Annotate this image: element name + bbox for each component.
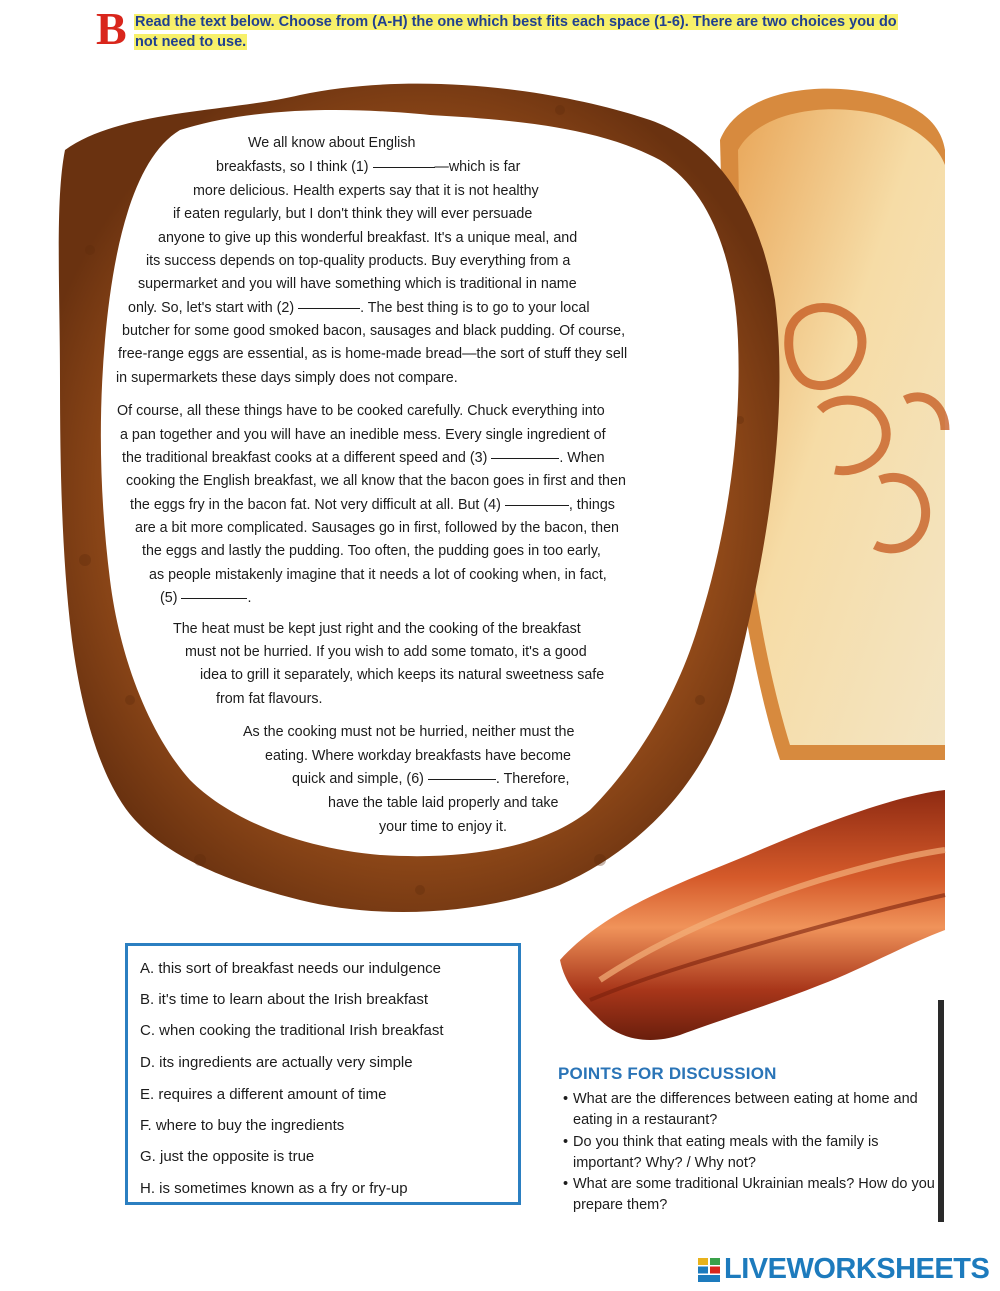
text-line: a pan together and you will have an inedible mess. Every single ingredient of [120,427,606,443]
text-line: butcher for some good smoked bacon, sausages and black pudding. Of course, [122,323,626,339]
text-segment: only. So, let's start with (2) [128,300,295,316]
text-line: supermarket and you will have something which is traditional in name [138,276,577,292]
gap-2-blank[interactable] [298,307,360,309]
text-line: if eaten regularly, but I don't think they will ever persuade [173,206,533,222]
gap-1-blank[interactable] [373,166,435,168]
text-line: anyone to give up this wonderful breakfast. It's a unique meal, and [158,230,578,246]
option-h: H. is sometimes known as a fry or fry-up [140,1180,408,1197]
liveworksheets-icon [698,1258,720,1282]
text-segment: , things [568,497,615,513]
text-line: must not be hurried. If you wish to add some tomato, it's a good [185,644,587,660]
gap-4-blank[interactable] [505,504,569,506]
section-letter: B [96,3,127,54]
bullet: • [563,1176,569,1192]
discussion-text: What are the differences between eating at home and eating in a restaurant? [573,1091,918,1128]
text-line: the eggs and lastly the pudding. Too often, the pudding goes in too early, [142,543,601,559]
gap-3-blank[interactable] [491,457,559,459]
discussion-title: POINTS FOR DISCUSSION [558,1064,777,1083]
instruction-line-1: Read the text below. Choose from (A-H) the one which best fits each space (1-6). There are two choices you do [135,14,897,30]
text-segment: . The best thing is to go to your local [360,300,590,316]
option-d: D. its ingredients are actually very simple [140,1054,413,1071]
text-segment: (5) [160,590,178,606]
text-line: more delicious. Health experts say that it is not healthy [193,183,539,199]
discussion-item [563,1132,943,1176]
text-segment: . When [559,450,605,466]
text-line: We all know about English [248,135,416,151]
text-line: idea to grill it separately, which keeps its natural sweetness safe [200,667,605,683]
text-line [216,156,520,179]
option-c: C. when cooking the traditional Irish breakfast [140,1022,444,1039]
gap-6-blank[interactable] [428,778,496,780]
text-line: As the cooking must not be hurried, neither must the [243,724,575,740]
text-segment: —which is far [434,159,521,175]
option-e: E. requires a different amount of time [140,1086,387,1103]
discussion-text: Do you think that eating meals with the family is important? Why? / Why not? [573,1134,879,1171]
text-segment: . [247,590,252,606]
task-instruction [134,12,944,52]
brand-name: LIVEWORKSHEETS [724,1253,990,1285]
text-segment: the traditional breakfast cooks at a different speed and (3) [122,450,488,466]
text-line [160,587,251,610]
discussion-item [563,1089,943,1133]
text-line: Of course, all these things have to be cooked carefully. Chuck everything into [117,403,605,419]
option-g: G. just the opposite is true [140,1148,315,1165]
option-f: F. where to buy the ingredients [140,1117,345,1134]
page-edge [938,1000,944,1222]
gap-5-blank[interactable] [181,597,247,599]
text-line: in supermarkets these days simply does not compare. [116,370,458,386]
text-line [292,768,570,791]
bullet: • [563,1134,569,1150]
text-segment: . Therefore, [495,771,570,787]
bullet: • [563,1091,569,1107]
instruction-line-2: not need to use. [135,34,247,50]
answer-options-box [125,943,521,1205]
text-line: The heat must be kept just right and the cooking of the breakfast [173,621,581,637]
text-segment: quick and simple, (6) [292,771,424,787]
text-line [130,494,615,517]
text-line: as people mistakenly imagine that it needs a lot of cooking when, in fact, [149,567,607,583]
text-line: from fat flavours. [216,691,323,707]
text-segment: breakfasts, so I think (1) [216,159,369,175]
option-b: B. it's time to learn about the Irish breakfast [140,991,429,1008]
text-line: cooking the English breakfast, we all know that the bacon goes in first and then [126,473,626,489]
text-line: have the table laid properly and take [328,795,559,811]
text-line: are a bit more complicated. Sausages go in first, followed by the bacon, then [135,520,619,536]
discussion-text: What are some traditional Ukrainian meals? How do you prepare them? [573,1176,935,1213]
text-line [128,297,590,320]
text-segment: the eggs fry in the bacon fat. Not very difficult at all. But (4) [130,497,501,513]
text-line: eating. Where workday breakfasts have become [265,748,571,764]
option-a: A. this sort of breakfast needs our indulgence [140,960,442,977]
text-line: free-range eggs are essential, as is home-made bread—the sort of stuff they sell [118,346,628,362]
text-line: its success depends on top-quality products. Buy everything from a [146,253,571,269]
discussion-item [563,1174,943,1218]
text-line [122,447,605,470]
text-line: your time to enjoy it. [379,819,507,835]
